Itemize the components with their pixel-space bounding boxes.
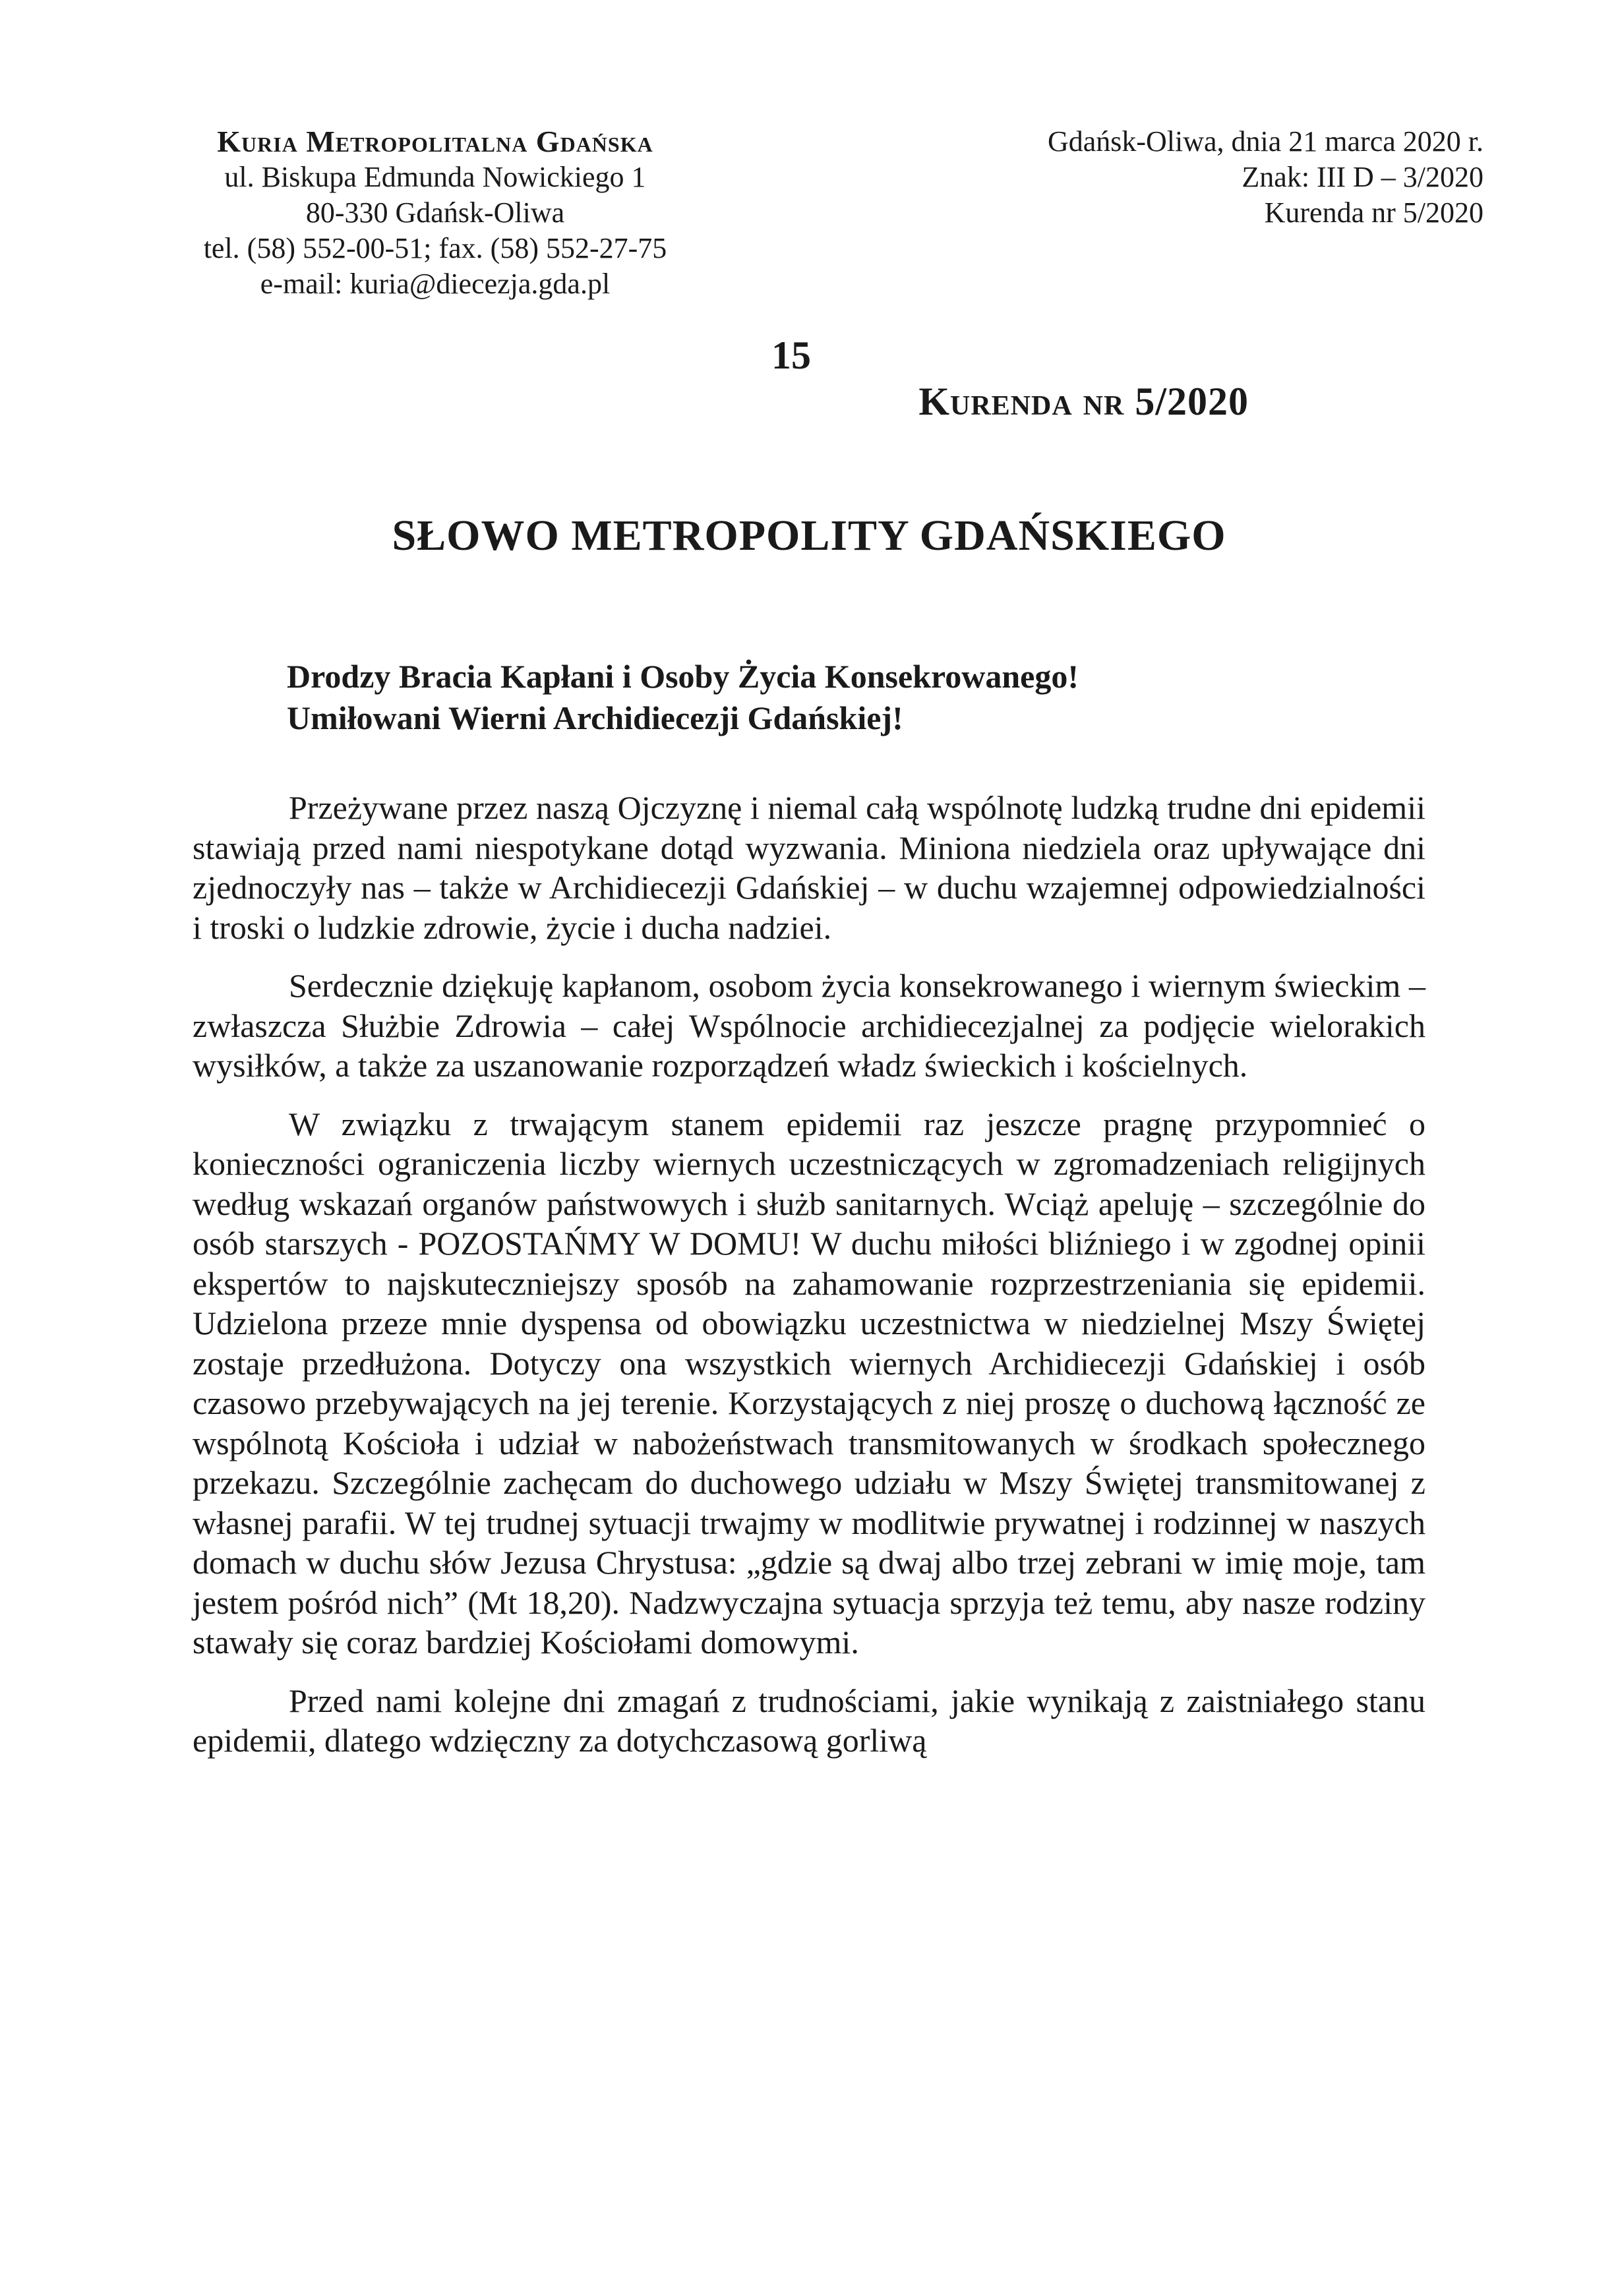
document-date: Gdańsk-Oliwa, dnia 21 marca 2020 r. [1047, 125, 1483, 158]
sender-email: e-mail: kuria@diecezja.gda.pl [260, 268, 611, 300]
document-reference-sign: Znak: III D – 3/2020 [1242, 161, 1483, 193]
document-kurenda-ref: Kurenda nr 5/2020 [1264, 196, 1483, 229]
document-title: SŁOWO METROPOLITY GDAŃSKIEGO [392, 512, 1226, 560]
sender-city: 80-330 Gdańsk-Oliwa [305, 196, 565, 229]
paragraph-1: Przeżywane przez naszą Ojczyznę i niemal całą wspólnotę ludzką trudne dni epidemii stawiają przed nami niespotykane dotąd wyzwania. Miniona niedziela oraz upływające dni zjednoczyły nas – także w Archidiecezji Gdańskiej – w duchu wzajemnej odpowiedzialności i troski o ludzkie zdrowie, życie i ducha nadziei. [193, 789, 1425, 946]
organization-name: Kuria Metropolitalna Gdańska [217, 125, 653, 158]
sender-phone: tel. (58) 552-00-51; fax. (58) 552-27-75 [203, 232, 667, 264]
greeting [287, 656, 1079, 739]
item-number: 15 [771, 334, 811, 377]
paragraph-2: Serdecznie dziękuję kapłanom, osobom życia konsekrowanego i wiernym świeckim – zwłaszcza Służbie Zdrowia – całej Wspólnocie archidiecezjalnej za podjęcie wielorakich wysiłków, a także za uszanowanie rozporządzeń władz świeckich i kościelnych. [193, 967, 1425, 1084]
sender-street: ul. Biskupa Edmunda Nowickiego 1 [224, 161, 646, 193]
greeting-line-2: Umiłowani Wierni Archidiecezji Gdańskiej! [287, 699, 903, 736]
greeting-line-1: Drodzy Bracia Kapłani i Osoby Życia Konsekrowanego! [287, 658, 1079, 695]
sender-letterhead [158, 124, 712, 302]
paragraph-3: W związku z trwającym stanem epidemii raz jeszcze pragnę przypomnieć o konieczności ograniczenia liczby wiernych uczestniczących w zgromadzeniach religijnych według wskazań organów państwowych i służb sanitarnych. Wciąż apeluję – szczególnie do osób starszych - POZOSTAŃMY W DOMU! W duchu miłości bliźniego i w zgodnej opinii ekspertów to najskuteczniejszy sposób na zahamowanie rozprzestrzeniania się epidemii. Udzielona przeze mnie dyspensa od obowiązku uczestnictwa w niedzielnej Mszy Świętej zostaje przedłużona. Dotyczy ona wszystkich wiernych Archidiecezji Gdańskiej i osób czasowo przebywających na jej terenie. Korzystających z niej proszę o duchową łączność ze wspólnotą Kościoła i udział w nabożeństwach transmitowanych w środkach społecznego przekazu. Szczególnie zachęcam do duchowego udziału w Mszy Świętej transmitowanej z własnej parafii. W tej trudnej sytuacji trwajmy w modlitwie prywatnej i rodzinnej w naszych domach w duchu słów Jezusa Chrystusa: „gdzie są dwaj albo trzej zebrani w imię moje, tam jestem pośród nich” (Mt 18,20). Nadzwyczajna sytuacja sprzyja też temu, aby nasze rodziny stawały się coraz bardziej Kościołami domowymi. [193, 1105, 1425, 1661]
document-meta [890, 124, 1483, 231]
paragraph-4: Przed nami kolejne dni zmagań z trudnościami, jakie wynikają z zaistniałego stanu epidemii, dlatego wdzięczny za dotychczasową gorliwą [193, 1682, 1425, 1759]
kurenda-heading: Kurenda nr 5/2020 [918, 380, 1249, 423]
letter-body [193, 788, 1425, 1779]
